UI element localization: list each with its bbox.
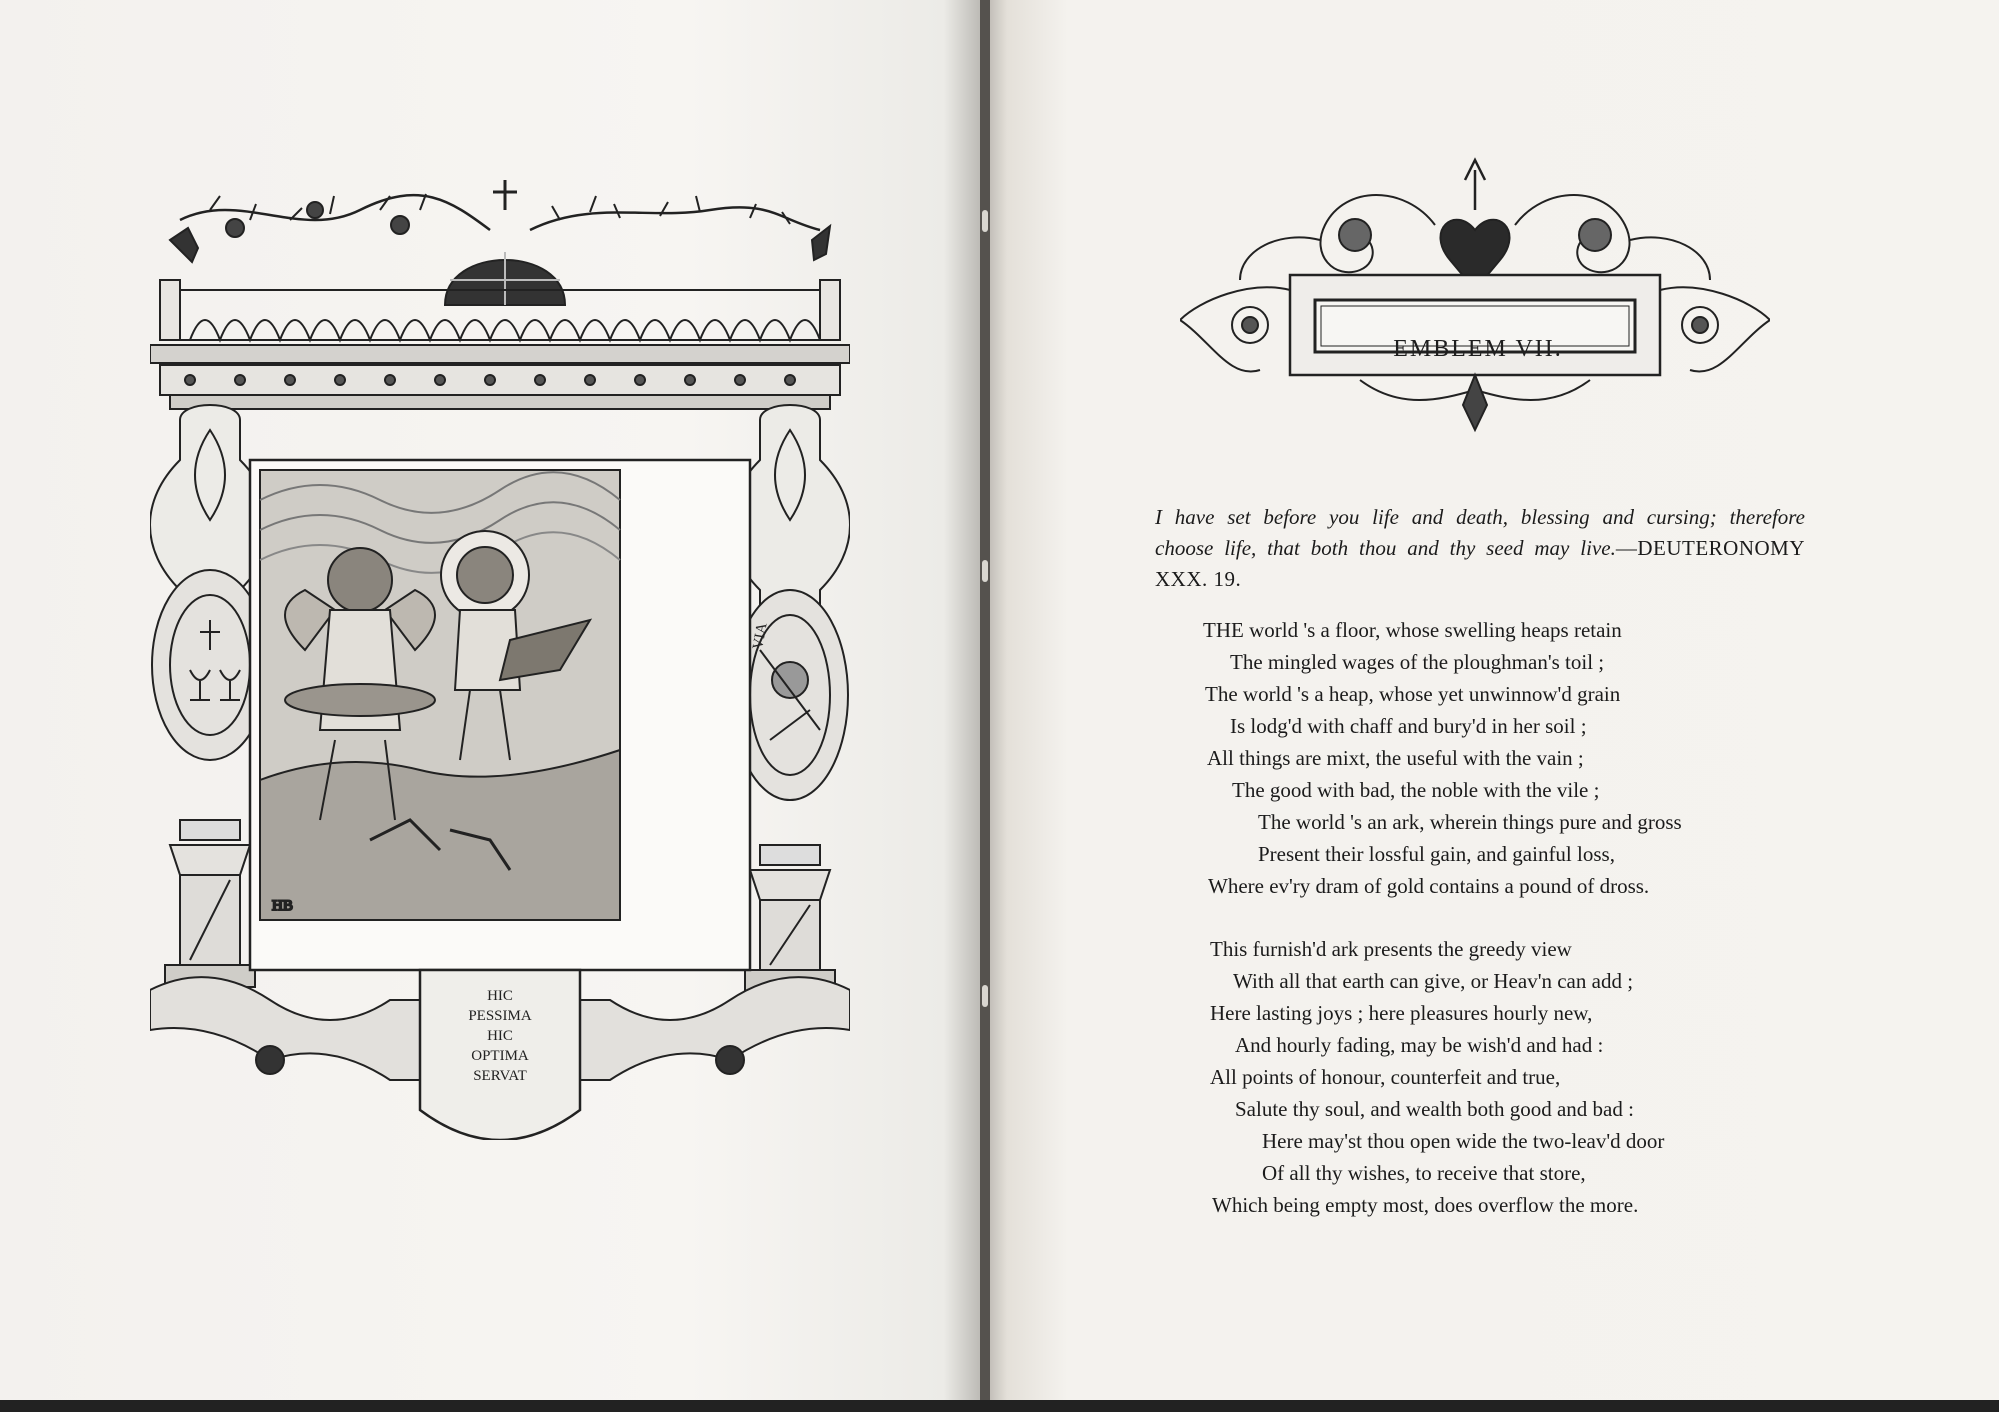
railing-tracery bbox=[190, 320, 820, 340]
pillar-inscription: VIA bbox=[750, 621, 771, 651]
poem-line: And hourly fading, may be wish'd and had : bbox=[1235, 1033, 1604, 1057]
epigraph-reference: —DEUTERONOMY XXX. 19. bbox=[1155, 536, 1805, 591]
poem-line: THE world 's a floor, whose swelling heaps retain bbox=[1203, 618, 1622, 642]
poem-line: With all that earth can give, or Heav'n can add ; bbox=[1233, 969, 1634, 993]
poem-line: Salute thy soul, and wealth both good and bad : bbox=[1235, 1097, 1634, 1121]
poem-line: Of all thy wishes, to receive that store, bbox=[1262, 1161, 1586, 1185]
poem-line: Here lasting joys ; here pleasures hourly new, bbox=[1210, 1001, 1593, 1025]
rose-flower bbox=[391, 216, 409, 234]
binding-stitch bbox=[982, 210, 988, 232]
poem-line: Where ev'ry dram of gold contains a pound of dross. bbox=[1208, 874, 1650, 898]
svg-text:SERVAT: SERVAT bbox=[473, 1068, 527, 1084]
poem-line: The mingled wages of the ploughman's toil ; bbox=[1230, 650, 1605, 674]
svg-text:HIC: HIC bbox=[487, 1028, 513, 1044]
poem-line: Present their lossful gain, and gainful loss, bbox=[1258, 842, 1615, 866]
poem-line: The world 's an ark, wherein things pure and gross bbox=[1258, 810, 1682, 834]
rose-flower bbox=[307, 202, 323, 218]
emblem-plate-illustration bbox=[150, 180, 850, 1140]
poem-line: This furnish'd ark presents the greedy view bbox=[1210, 937, 1572, 961]
svg-text:HIC: HIC bbox=[487, 988, 513, 1004]
emblem-title: EMBLEM VII. bbox=[1393, 336, 1563, 362]
poem-line: Is lodg'd with chaff and bury'd in her soil ; bbox=[1230, 714, 1587, 738]
poem-line: The world 's a heap, whose yet unwinnow'd grain bbox=[1205, 682, 1621, 706]
poem-line: The good with bad, the noble with the vile ; bbox=[1232, 778, 1600, 802]
scan-edge bbox=[0, 1400, 1999, 1412]
binding-stitch bbox=[982, 985, 988, 1007]
rose-flower bbox=[226, 219, 244, 237]
svg-text:OPTIMA: OPTIMA bbox=[471, 1048, 529, 1064]
engraved-scene bbox=[260, 470, 620, 920]
engraver-monogram: HB bbox=[272, 898, 293, 914]
thorn-branch bbox=[530, 207, 820, 230]
epigraph bbox=[1155, 502, 1805, 595]
svg-text:PESSIMA: PESSIMA bbox=[468, 1008, 532, 1024]
poem-line: All things are mixt, the useful with the vain ; bbox=[1207, 746, 1584, 770]
poem-line: All points of honour, counterfeit and true, bbox=[1210, 1065, 1561, 1089]
poem-line: Here may'st thou open wide the two-leav'd door bbox=[1262, 1129, 1665, 1153]
rosette bbox=[1339, 219, 1371, 251]
emblem-title-cartouche bbox=[1180, 150, 1770, 470]
poem-line: Which being empty most, does overflow the more. bbox=[1212, 1193, 1639, 1217]
binding-stitch bbox=[982, 560, 988, 582]
epigraph-quote: I have set before you life and death, blessing and cursing; therefore choose life, that both thou and thy seed may live. bbox=[1155, 505, 1805, 560]
rosette bbox=[1579, 219, 1611, 251]
